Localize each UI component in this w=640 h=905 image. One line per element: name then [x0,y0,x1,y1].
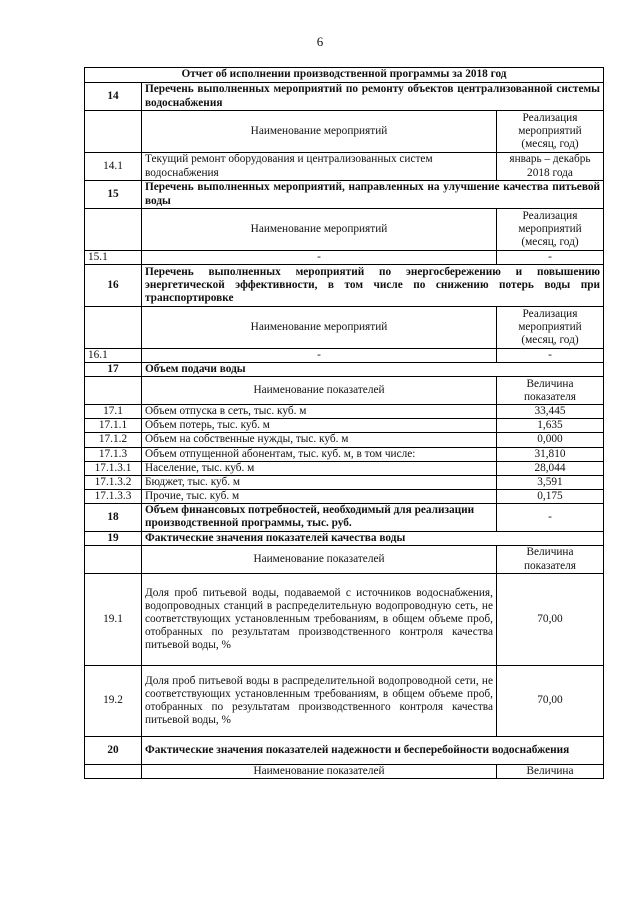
table-row [85,461,604,475]
row-number: 17.1.3.1 [85,461,142,475]
row-name: Бюджет, тыс. куб. м [142,475,497,489]
column-header-row [85,307,604,349]
row-number: 15.1 [85,251,142,265]
row-value: - [496,503,603,531]
table-row [85,489,604,503]
section-title: Перечень выполненных мероприятий, направленных на улучшение качества питьевой воды [142,181,604,209]
row-number: 19.2 [85,666,142,737]
section-header [85,363,604,377]
row-number: 17.1.2 [85,433,142,447]
row-value: 70,00 [496,574,603,666]
report-table [84,67,604,779]
row-number: 17.1 [85,405,142,419]
row-name: Объем потерь, тыс. куб. м [142,419,497,433]
row-value: 31,810 [496,447,603,461]
table-row [85,447,604,461]
report-title: Отчет об исполнении производственной программы за 2018 год [85,68,604,83]
table-row [85,475,604,489]
section-header [85,181,604,209]
row-name: Объем отпуска в сеть, тыс. куб. м [142,405,497,419]
row-name: Прочие, тыс. куб. м [142,489,497,503]
section-number: 14 [85,83,142,111]
row-number: 19.1 [85,574,142,666]
column-header-row [85,546,604,574]
section-header [85,265,604,307]
table-row [85,405,604,419]
empty-cell [85,546,142,574]
row-value: 0,000 [496,433,603,447]
empty-cell [85,209,142,251]
section-title: Перечень выполненных мероприятий по ремонту объектов централизованной системы водоснабжения [142,83,604,111]
row-value: 3,591 [496,475,603,489]
table-row [85,349,604,363]
column-header-row [85,377,604,405]
column-header-value: Величина [496,765,603,779]
column-header-realization: Реализация мероприятий (месяц, год) [496,111,603,153]
column-header-value: Величина показателя [496,377,603,405]
row-name: Текущий ремонт оборудования и централизованных систем водоснабжения [142,153,497,181]
row-value: 33,445 [496,405,603,419]
column-header-name: Наименование мероприятий [142,307,497,349]
column-header-value: Величина показателя [496,546,603,574]
column-header-row [85,111,604,153]
column-header-name: Наименование показателей [142,546,497,574]
empty-cell [85,765,142,779]
row-number: 17.1.3.3 [85,489,142,503]
report-title-row [85,68,604,83]
section-title: Объем подачи воды [142,363,604,377]
section-title: Объем финансовых потребностей, необходимый для реализации производственной программы, тыс. руб. [142,503,497,531]
row-number: 14.1 [85,153,142,181]
section-header [85,503,604,531]
row-name: Объем отпущенной абонентам, тыс. куб. м, в том числе: [142,447,497,461]
section-title: Фактические значения показателей надежности и бесперебойности водоснабжения [142,737,604,765]
row-number: 17.1.3.2 [85,475,142,489]
section-header [85,83,604,111]
column-header-realization: Реализация мероприятий (месяц, год) [496,209,603,251]
table-row [85,433,604,447]
empty-cell [85,111,142,153]
column-header-name: Наименование показателей [142,377,497,405]
row-name: - [142,251,497,265]
row-value: 1,635 [496,419,603,433]
column-header-row [85,209,604,251]
section-title: Перечень выполненных мероприятий по энергосбережению и повышению энергетической эффективности, в том числе по снижению потерь воды при транспортировке [142,265,604,307]
section-number: 20 [85,737,142,765]
section-number: 15 [85,181,142,209]
row-name: - [142,349,497,363]
row-value: январь – декабрь 2018 года [496,153,603,181]
table-row [85,153,604,181]
column-header-name: Наименование мероприятий [142,209,497,251]
row-value: 70,00 [496,666,603,737]
empty-cell [85,307,142,349]
section-header [85,531,604,545]
row-value: - [496,349,603,363]
section-header [85,737,604,765]
section-number: 18 [85,503,142,531]
row-name: Доля проб питьевой воды в распределительной водопроводной сети, не соответствующих установленным требованиям, в общем объеме проб, отобранных по результатам производственного контроля качества питьевой воды, % [142,666,497,737]
row-value: 28,044 [496,461,603,475]
row-value: 0,175 [496,489,603,503]
section-number: 17 [85,363,142,377]
row-value: - [496,251,603,265]
row-name: Доля проб питьевой воды, подаваемой с источников водоснабжения, водопроводных станций в распределительную водопроводную сеть, не соответствующих установленным требованиям, в общем объеме проб, отобранных по результатам производственного контроля качества питьевой воды, % [142,574,497,666]
page-number: 6 [316,34,324,49]
table-row [85,666,604,737]
table-row [85,251,604,265]
row-number: 17.1.3 [85,447,142,461]
empty-cell [85,377,142,405]
table-row [85,574,604,666]
row-number: 17.1.1 [85,419,142,433]
row-name: Население, тыс. куб. м [142,461,497,475]
row-number: 16.1 [85,349,142,363]
column-header-row [85,765,604,779]
column-header-realization: Реализация мероприятий (месяц, год) [496,307,603,349]
row-name: Объем на собственные нужды, тыс. куб. м [142,433,497,447]
section-number: 19 [85,531,142,545]
column-header-name: Наименование мероприятий [142,111,497,153]
column-header-name: Наименование показателей [142,765,497,779]
section-title: Фактические значения показателей качества воды [142,531,604,545]
table-row [85,419,604,433]
section-number: 16 [85,265,142,307]
